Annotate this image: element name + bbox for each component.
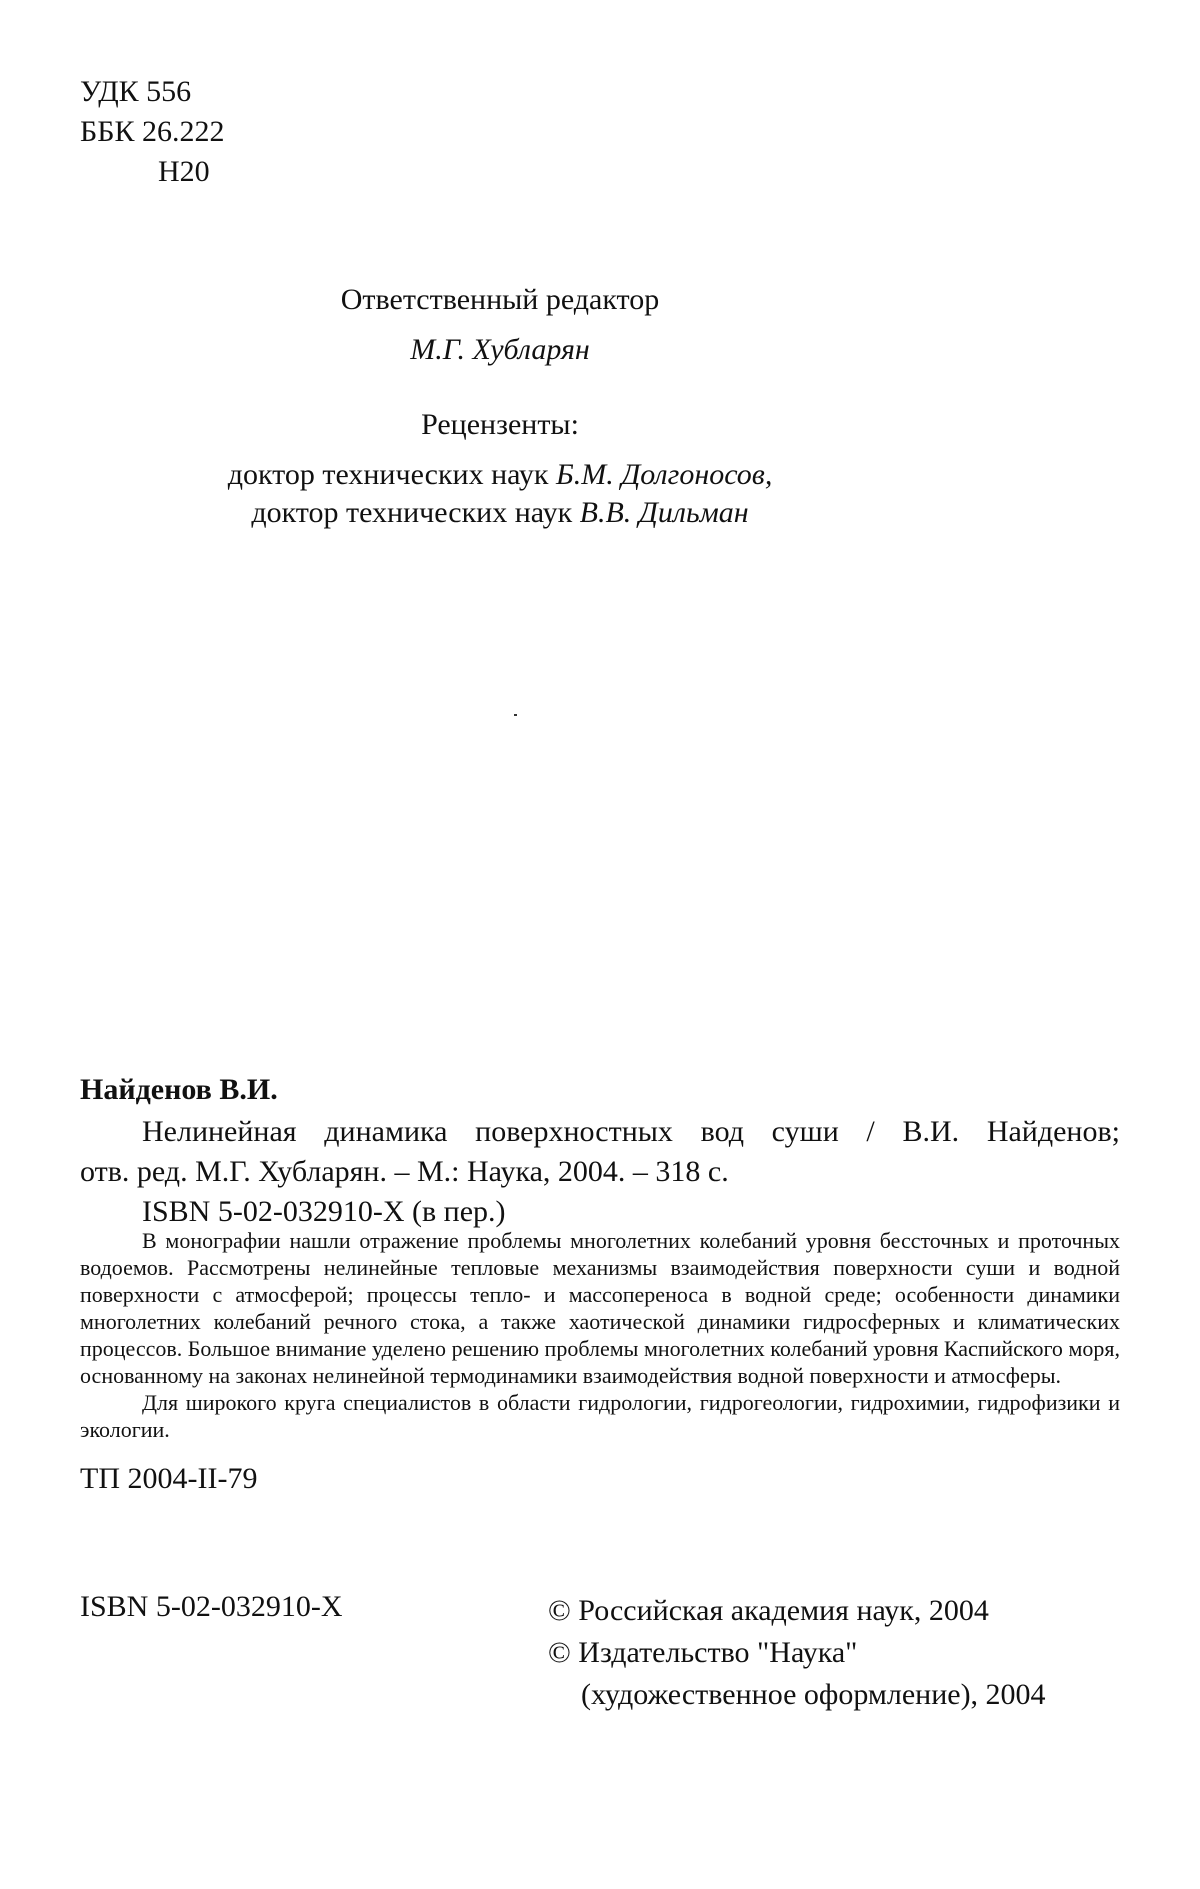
copyright-block [548,1590,1046,1716]
bib-edition-line: отв. ред. М.Г. Хубларян. – М.: Наука, 2004. – 318 с. [80,1155,729,1188]
reviewer-2 [0,493,1000,533]
editor-heading: Ответственный редактор [340,283,660,316]
bib-isbn-line: ISBN 5-02-032910-X (в пер.) [142,1195,506,1228]
copyright-publisher: © Издательство "Наука" [548,1636,858,1669]
udk-code: УДК 556 [80,75,192,108]
reviewer-2-title: доктор технических наук [251,496,573,529]
reviewer-2-name: В.В. Дильман [579,496,749,529]
editor-name: М.Г. Хубларян [410,333,590,366]
bibliographic-record [80,1112,1120,1232]
reviewers-heading: Рецензенты: [421,408,579,441]
bib-author-name: Найденов В.И. [80,1073,278,1106]
copyright-academy: © Российская академия наук, 2004 [548,1594,989,1627]
reviewer-1-title: доктор технических наук [227,458,549,491]
bib-title-line: Нелинейная динамика поверхностных вод суши / В.И. Найденов; [142,1115,1120,1148]
reviewer-1 [0,455,1000,495]
bib-author [80,1073,278,1107]
reviewer-1-punct: , [764,458,773,491]
tp-code: ТП 2004-II-79 [80,1462,258,1495]
bbk-code: ББК 26.222 [80,115,225,148]
copyright-publisher-note: (художественное оформление), 2004 [581,1678,1046,1711]
abstract [80,1227,1120,1443]
classification-block [80,72,224,192]
author-mark: Н20 [158,155,210,188]
abstract-paragraph-1: В монографии нашли отражение проблемы многолетних колебаний уровня бессточных и проточных водоемов. Рассмотрены нелинейные тепловые механизмы взаимодействия поверхности суши и водной поверхности с атмосферой; процессы тепло- и массопереноса в водной среде; особенности динамики многолетних колебаний речного стока, а также хаотической динамики гидросферных и климатических процессов. Большое внимание уделено решению проблемы многолетних колебаний уровня Каспийского моря, основанному на законах нелинейной термодинамики взаимодействия водной поверхности и атмосферы. [80,1228,1120,1388]
print-speck [514,714,517,716]
abstract-paragraph-2: Для широкого круга специалистов в области гидрологии, гидрогеологии, гидрохимии, гидрофизики и экологии. [80,1390,1120,1442]
reviewer-1-name: Б.М. Долгоносов [556,458,765,491]
isbn: ISBN 5-02-032910-X [80,1590,343,1623]
